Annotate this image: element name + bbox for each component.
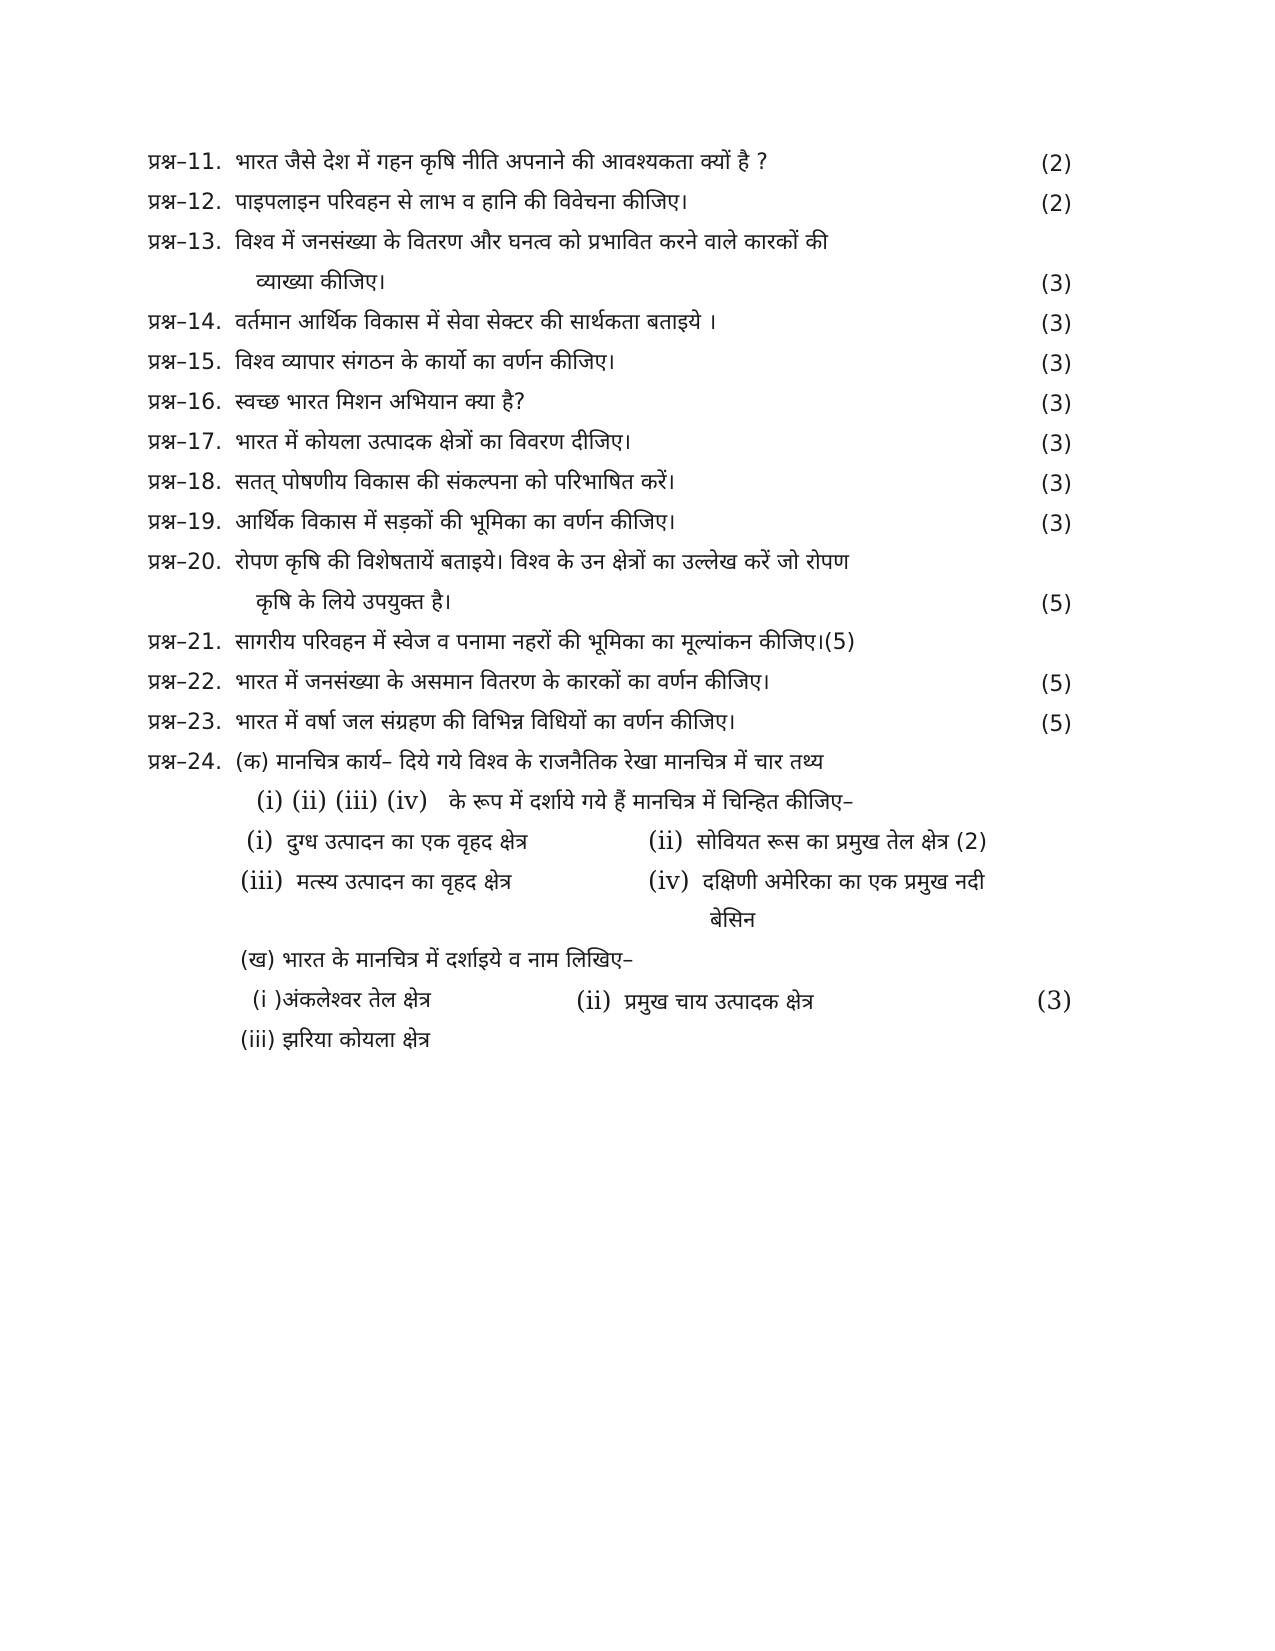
question-13 [148,228,828,258]
question-number: प्रश्न–22. [148,670,223,695]
item-label: (ii) [576,986,612,1015]
question-13-marks: (3) [1040,272,1072,297]
question-number: प्रश्न–16. [148,390,223,415]
ka-item-iv [648,866,985,898]
item-label: (i) [246,826,274,855]
question-number: प्रश्न–19. [148,510,223,535]
question-text: विश्व में जनसंख्या के वितरण और घनत्व को प्रभावित करने वाले कारकों की [235,230,828,255]
question-number: प्रश्न–23. [148,710,223,735]
question-number: प्रश्न–21. [148,630,223,655]
item-text: प्रमुख चाय उत्पादक क्षेत्र [624,990,814,1015]
question-number: प्रश्न–13. [148,230,223,255]
question-number: प्रश्न–11. [148,150,223,175]
question-24 [148,748,824,778]
question-17-marks: (3) [1040,432,1072,457]
item-label: (iv) [648,866,690,895]
question-16-marks: (3) [1040,392,1072,417]
kha-item-iii: (iii) झरिया कोयला क्षेत्र [240,1028,431,1053]
item-text: मत्स्य उत्पादन का वृहद क्षेत्र [296,870,512,895]
question-number: प्रश्न–17. [148,430,223,455]
question-15 [148,348,615,378]
question-24-kha-line: (ख) भारत के मानचित्र में दर्शाइये व नाम लिखिए– [240,948,634,973]
question-22 [148,668,770,698]
question-11 [148,148,768,178]
question-text: आर्थिक विकास में सड़कों की भूमिका का वर्णन कीजिए। [235,510,676,535]
question-number: प्रश्न–15. [148,350,223,375]
kha-item-i: (i )अंकलेश्वर तेल क्षेत्र [252,988,431,1013]
item-text: दुग्ध उत्पादन का एक वृहद क्षेत्र [286,830,528,855]
question-number: प्रश्न–24. [148,750,223,775]
question-text: सतत् पोषणीय विकास की संकल्पना को परिभाषित करें। [235,470,675,495]
ka-item-iii [240,866,512,898]
item-label: (ii) [648,826,684,855]
question-14-marks: (3) [1040,312,1072,337]
question-12-marks: (2) [1040,192,1072,217]
question-text: भारत में कोयला उत्पादक क्षेत्रों का विवरण दीजिए। [235,430,632,455]
question-12 [148,188,688,218]
question-text: विश्व व्यापार संगठन के कार्यो का वर्णन कीजिए। [235,350,615,375]
question-text: वर्तमान आर्थिक विकास में सेवा सेक्टर की सार्थकता बताइये । [235,310,717,335]
question-24-kha-marks: (3) [1036,986,1072,1015]
question-number: प्रश्न–18. [148,470,223,495]
question-number: प्रश्न–20. [148,550,223,575]
question-18 [148,468,675,498]
question-16 [148,388,525,418]
question-text: सागरीय परिवहन में स्वेज व पनामा नहरों की भूमिका का मूल्यांकन कीजिए।(5) [235,630,856,655]
ka-instruction: के रूप में दर्शाये गये हैं मानचित्र में चिन्हित कीजिए– [448,790,854,815]
question-text: स्वच्छ भारत मिशन अभियान क्या है? [235,390,526,415]
question-number: प्रश्न–14. [148,310,223,335]
question-15-marks: (3) [1040,352,1072,377]
question-24-ka-line: (क) मानचित्र कार्य– दिये गये विश्व के राजनैतिक रेखा मानचित्र में चार तथ्य [235,750,824,775]
question-text: पाइपलाइन परिवहन से लाभ व हानि की विवेचना कीजिए। [235,190,688,215]
kha-item-ii [576,986,814,1018]
question-23-marks: (5) [1040,712,1072,737]
question-23 [148,708,736,738]
question-text: भारत में वर्षा जल संग्रहण की विभिन्न विधियों का वर्णन कीजिए। [235,710,736,735]
ka-item-iv-continued: बेसिन [710,908,756,933]
roman-numerals: (i) (ii) (iii) (iv) [256,786,428,815]
item-text: सोवियत रूस का प्रमुख तेल क्षेत्र (2) [696,830,988,855]
question-19 [148,508,676,538]
question-20 [148,548,849,578]
question-14 [148,308,716,338]
question-20-continued: कृषि के लिये उपयुक्त है। [256,590,452,615]
question-19-marks: (3) [1040,512,1072,537]
question-18-marks: (3) [1040,472,1072,497]
question-13-continued: व्याख्या कीजिए। [256,270,386,295]
question-text: भारत में जनसंख्या के असमान वितरण के कारकों का वर्णन कीजिए। [235,670,770,695]
question-22-marks: (5) [1040,672,1072,697]
item-label: (iii) [240,866,284,895]
ka-item-i [246,826,527,858]
question-text: रोपण कृषि की विशेषतायें बताइये। विश्व के उन क्षेत्रों का उल्लेख करें जो रोपण [235,550,850,575]
question-17 [148,428,631,458]
question-11-marks: (2) [1040,152,1072,177]
question-24-ka-line2 [256,786,853,818]
question-number: प्रश्न–12. [148,190,223,215]
question-21 [148,628,855,658]
ka-item-ii [648,826,987,858]
item-text: दक्षिणी अमेरिका का एक प्रमुख नदी [702,870,985,895]
question-text: भारत जैसे देश में गहन कृषि नीति अपनाने की आवश्यकता क्यों है ? [235,150,768,175]
question-20-marks: (5) [1040,592,1072,617]
